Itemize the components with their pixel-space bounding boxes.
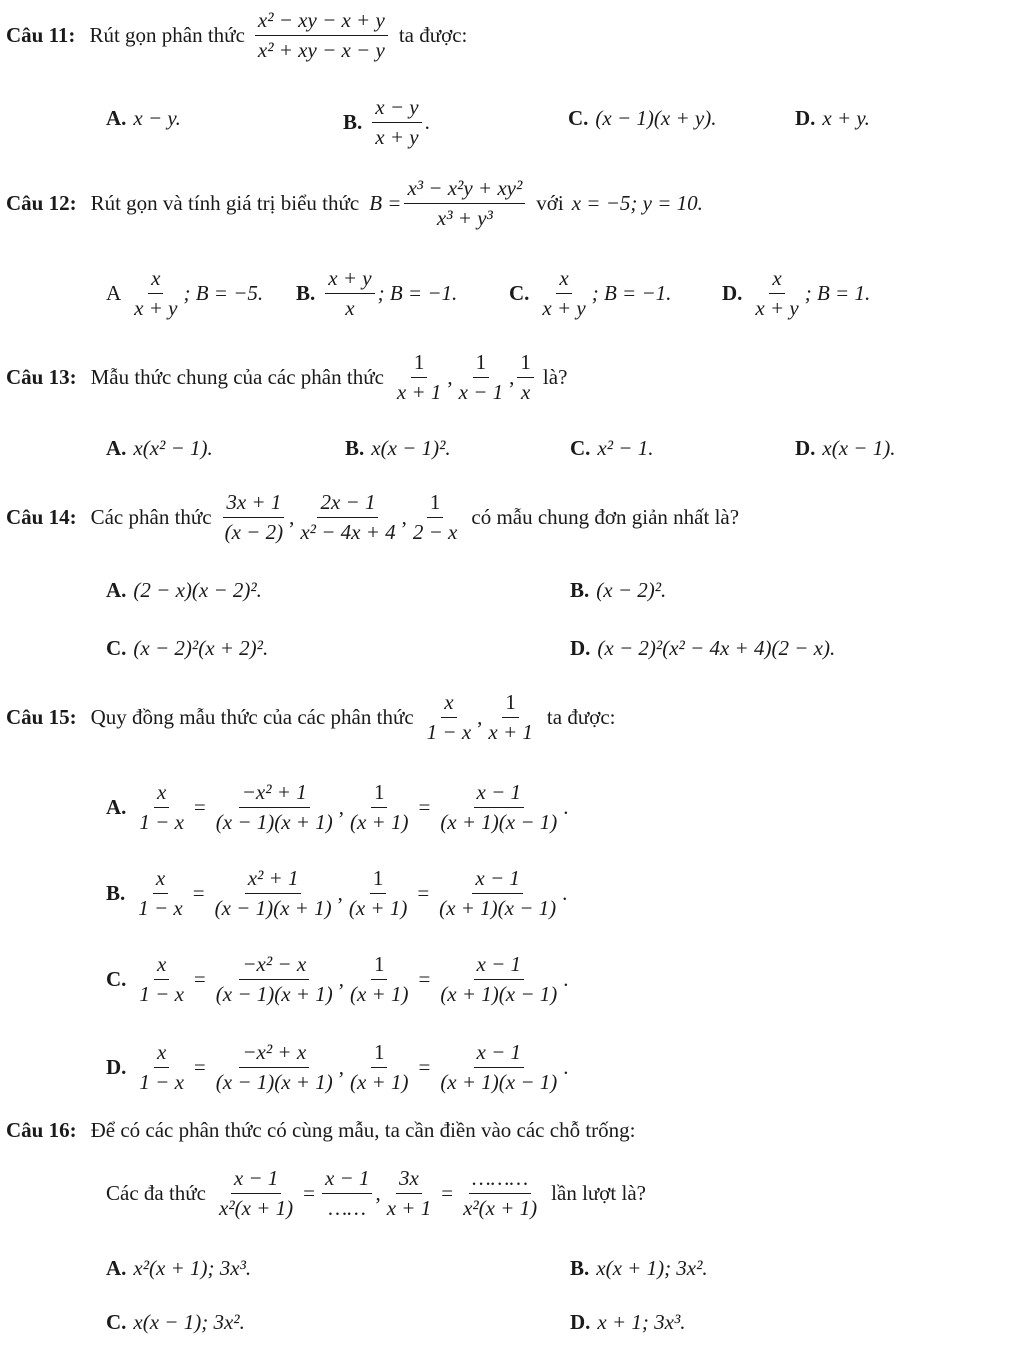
q16-fraction-4 [460,1166,540,1221]
frac-den: (x − 2) [224,520,284,544]
option-fraction [131,266,180,321]
frac-num: x [148,266,163,294]
option-fraction-rhs2 [437,1040,560,1095]
frac-den: (x + 1)(x − 1) [440,982,558,1006]
frac-num: x [769,266,784,294]
q11-option-d[interactable] [795,106,870,131]
frac-den: x² − 4x + 4 [300,520,396,544]
option-tail: ; B = −1. [591,281,672,305]
option-letter: D. [570,1310,591,1334]
option-letter: B. [106,881,126,905]
option-letter: C. [570,436,591,460]
option-expr: x² − 1. [597,436,654,460]
option-expr: x(x + 1); 3x². [596,1256,708,1280]
q12-frac-num: x³ − x²y + xy² [404,176,525,204]
option-expr: x(x − 1)². [371,436,451,460]
frac-den: x + y [134,296,178,320]
option-fraction-lhs2 [347,780,411,835]
frac-den: (x + 1)(x − 1) [439,896,557,920]
frac-num: 3x [396,1166,422,1194]
option-fraction [372,95,421,150]
option-fraction-lhs2 [346,866,410,921]
frac-den: 1 − x [138,896,183,920]
frac-den: (x − 1)(x + 1) [215,982,333,1006]
option-fraction-lhs1 [136,952,187,1007]
frac-num: x² + 1 [245,866,302,894]
q13-option-b[interactable] [345,436,451,461]
option-letter: D. [570,636,591,660]
frac-den: x [345,296,355,320]
option-expr: x(x² − 1). [133,436,213,460]
q14-fraction-1 [222,490,286,545]
q16-line2: Các đa thức $\frac{x - 1}{\text{x²(x + 1)}}$ = $\frac{x - 1}{\dots\dots}$ , $\frac{3x}{x + 1}$ = $\frac{\dots\dots\dots}{\text{x²(x + 1)}}$ lần lượt là? [106,1166,646,1220]
frac-num: x − 1 [474,1040,525,1068]
frac-num-blank: ……… [469,1166,531,1194]
option-letter: A. [106,578,127,602]
option-letter: C. [509,281,530,305]
option-fraction-rhs2 [437,780,560,835]
q11-frac-num: x² − xy − x + y [255,8,388,36]
q14-option-b[interactable] [570,578,666,603]
option-letter: D. [795,106,816,130]
q16-option-a[interactable] [106,1256,251,1281]
q11-fraction [255,8,388,63]
option-expr: x − y. [133,106,181,130]
q12-option-d[interactable] [722,266,870,321]
q14-fraction-3 [410,490,461,545]
option-expr: (x − 2)². [596,578,667,602]
q13-fraction-2 [456,350,507,405]
frac-num: 1 [371,1040,388,1068]
option-fraction-rhs1 [213,952,336,1007]
option-fraction [325,266,374,321]
frac-num: x − 1 [472,866,523,894]
option-letter: A. [106,795,127,819]
option-tail: ; B = −1. [377,281,458,305]
frac-den: (x + 1) [349,810,409,834]
option-tail: ; B = −5. [183,281,264,305]
option-tail: ; B = 1. [804,281,871,305]
option-letter: C. [106,636,127,660]
frac-num: −x² + x [239,1040,309,1068]
option-expr: (x − 1)(x + y). [595,106,717,130]
option-expr: x(x − 1). [822,436,896,460]
option-letter: B. [570,578,590,602]
frac-den: (x − 1)(x + 1) [215,810,333,834]
option-letter: C. [106,1310,127,1334]
q15-text: Quy đồng mẫu thức của các phân thức [90,705,414,729]
frac-den: x + 1 [386,1196,432,1220]
frac-num: x + y [325,266,374,294]
frac-den: 1 − x [139,1070,184,1094]
frac-num: x [556,266,571,294]
frac-num: 1 [371,780,388,808]
q15-option-d[interactable]: D. $\frac{x}{1 - x}$ = $\frac{\text{−x² + x}}{(x - 1)(x + 1)}$ , $\frac{1}{(x + 1)}$ = $\frac{x - 1}{(x + 1)(x - 1)}$ . [106,1040,569,1094]
frac-num: 1 [473,350,490,378]
q13-option-d[interactable] [795,436,895,461]
q14-option-a[interactable] [106,578,262,603]
q14-text: Các phân thức [90,505,212,529]
option-letter: B. [296,281,316,305]
frac-num: 1 [517,350,534,378]
q16-stem [6,1118,636,1143]
q16-option-d[interactable] [570,1310,686,1335]
option-letter: B. [345,436,365,460]
q12-lhs: B = [369,191,402,215]
option-expr: x²(x + 1); 3x³. [133,1256,252,1280]
option-expr: (x − 2)²(x² − 4x + 4)(2 − x). [597,636,836,660]
frac-den: x + y [755,296,799,320]
q13-label: Câu 13: [6,365,77,389]
frac-den: (x + 1) [349,1070,409,1094]
q16-line2-after: lần lượt là? [551,1181,646,1205]
option-expr: x + 1; 3x³. [597,1310,686,1334]
q14-option-c[interactable] [106,636,268,661]
q13-text: Mẫu thức chung của các phân thức [90,365,384,389]
frac-den: x − 1 [458,380,504,404]
q15-text-after: ta được: [546,705,616,729]
q14-label: Câu 14: [6,505,77,529]
frac-num: 1 [502,690,519,718]
q11-text: Rút gọn phân thức [89,23,245,47]
frac-num: 1 [411,350,428,378]
option-fraction [752,266,801,321]
option-letter: B. [570,1256,590,1280]
frac-num: 1 [371,952,388,980]
option-letter: A. [106,1256,127,1280]
q12-text: Rút gọn và tính giá trị biểu thức [90,191,360,215]
frac-num: −x² + 1 [239,780,310,808]
q14-option-d[interactable] [570,636,835,661]
option-fraction-lhs1 [135,866,186,921]
option-letter: C. [106,967,127,991]
q11-option-b[interactable] [343,95,430,150]
q11-option-c[interactable] [568,106,716,131]
frac-num: 3x + 1 [223,490,284,518]
q15-fraction-2 [485,690,536,745]
q16-option-c[interactable] [106,1310,245,1335]
frac-den: x + y [375,125,419,149]
frac-num: x [153,866,168,894]
q12-label: Câu 12: [6,191,77,215]
frac-num: x − 1 [322,1166,373,1194]
q15-option-a[interactable]: A. $\frac{x}{1 - x}$ = $\frac{\text{−x² + 1}}{(x - 1)(x + 1)}$ , $\frac{1}{(x + 1)}$ = $\frac{x - 1}{(x + 1)(x - 1)}$ . [106,780,569,834]
frac-den: 2 − x [412,520,458,544]
frac-den: x + 1 [488,720,533,744]
option-fraction-lhs2 [347,952,411,1007]
frac-den: (x − 1)(x + 1) [214,896,332,920]
q16-option-b[interactable] [570,1256,708,1281]
frac-num: 1 [370,866,387,894]
q12-option-b[interactable] [296,266,457,321]
frac-den: x [521,380,531,404]
frac-num: x − 1 [474,952,525,980]
option-expr: x(x − 1); 3x². [133,1310,245,1334]
option-letter: D. [106,1055,127,1079]
option-fraction-lhs1 [136,1040,187,1095]
frac-den: (x + 1)(x − 1) [440,1070,558,1094]
option-letter: A. [106,436,127,460]
frac-den: (x + 1)(x − 1) [440,810,558,834]
frac-num: x [154,780,169,808]
frac-num: 1 [427,490,444,518]
frac-den-blank: …… [328,1196,366,1220]
frac-den: x²(x + 1) [463,1196,538,1220]
option-fraction-lhs1 [136,780,187,835]
q15-option-b[interactable]: B. $\frac{x}{1 - x}$ = $\frac{\text{x² + 1}}{(x - 1)(x + 1)}$ , $\frac{1}{(x + 1)}$ = $\frac{x - 1}{(x + 1)(x - 1)}$ . [106,866,568,920]
q11-frac-den: x² + xy − x − y [257,38,385,62]
frac-den: x + 1 [396,380,442,404]
q16-fraction-2 [322,1166,373,1221]
q13-stem: Câu 13: Mẫu thức chung của các phân thức $\frac{1}{x + 1}$ , $\frac{1}{x - 1}$ , $\frac{1}{x}$ là? [6,350,568,404]
q16-fraction-3 [384,1166,435,1221]
q12-text-after: với [536,191,564,215]
frac-num: x [441,690,456,718]
frac-num: x − y [372,95,421,123]
q12-option-c[interactable] [509,266,671,321]
q14-text-after: có mẫu chung đơn giản nhất là? [471,505,740,529]
q15-fraction-1 [424,690,475,745]
q14-stem: Câu 14: Các phân thức $\frac{3x + 1}{(x - 2)}$ , $\frac{2x - 1}{\text{x² − 4x + 4}}$ , $\frac{1}{2 - x}$ có mẫu chung đơn giản nhất là? [6,490,740,544]
q13-fraction-1 [394,350,445,405]
q13-option-a[interactable] [106,436,213,461]
option-expr: x + y. [822,106,870,130]
q14-fraction-2 [297,490,398,545]
q16-line2-text: Các đa thức [106,1181,207,1205]
q11-option-a[interactable] [106,106,181,131]
q16-fraction-1 [216,1166,296,1221]
q15-stem: Câu 15: Quy đồng mẫu thức của các phân thức $\frac{x}{1 - x}$ , $\frac{1}{x + 1}$ ta được: [6,690,616,744]
q12-condition: x = −5; y = 10. [571,191,703,215]
option-letter: C. [568,106,589,130]
q13-text-after: là? [542,365,568,389]
q16-label: Câu 16: [6,1118,77,1142]
option-tail: . [424,110,430,134]
option-letter: D. [722,281,743,305]
q12-stem [6,176,703,231]
option-fraction-lhs2 [347,1040,411,1095]
frac-num: 2x − 1 [317,490,378,518]
q11-text-after: ta được: [398,23,468,47]
option-expr: (x − 2)²(x + 2)². [133,636,269,660]
frac-num: x [154,1040,169,1068]
q15-label: Câu 15: [6,705,77,729]
option-fraction-rhs2 [437,952,560,1007]
frac-den: x + y [542,296,586,320]
frac-den: 1 − x [139,810,184,834]
q13-option-c[interactable] [570,436,653,461]
q12-option-a[interactable] [106,266,263,321]
option-letter: D. [795,436,816,460]
frac-den: (x − 1)(x + 1) [215,1070,333,1094]
option-fraction-rhs1 [212,866,335,921]
frac-den: (x + 1) [349,982,409,1006]
frac-num: −x² − x [239,952,309,980]
option-fraction-rhs2 [436,866,559,921]
q11-stem [6,8,467,63]
q12-fraction [404,176,525,231]
frac-den: 1 − x [426,720,472,744]
q15-option-c[interactable]: C. $\frac{x}{1 - x}$ = $\frac{\text{−x² − x}}{(x - 1)(x + 1)}$ , $\frac{1}{(x + 1)}$ = $\frac{x - 1}{(x + 1)(x - 1)}$ . [106,952,569,1006]
option-fraction [539,266,588,321]
q12-frac-den: x³ + y³ [436,206,493,230]
option-expr: (2 − x)(x − 2)². [133,578,262,602]
frac-num: x − 1 [474,780,525,808]
frac-num: x [154,952,169,980]
frac-den: (x + 1) [348,896,408,920]
q11-label: Câu 11: [6,23,76,47]
q16-text: Để có các phân thức có cùng mẫu, ta cần điền vào các chỗ trống: [90,1118,636,1142]
q13-fraction-3 [517,350,534,405]
option-fraction-rhs1 [213,780,336,835]
option-letter: A. [106,106,127,130]
frac-num: x − 1 [231,1166,282,1194]
frac-den: x²(x + 1) [219,1196,294,1220]
frac-den: 1 − x [139,982,184,1006]
option-letter: B. [343,110,363,134]
option-fraction-rhs1 [213,1040,336,1095]
option-letter: A [106,281,122,305]
